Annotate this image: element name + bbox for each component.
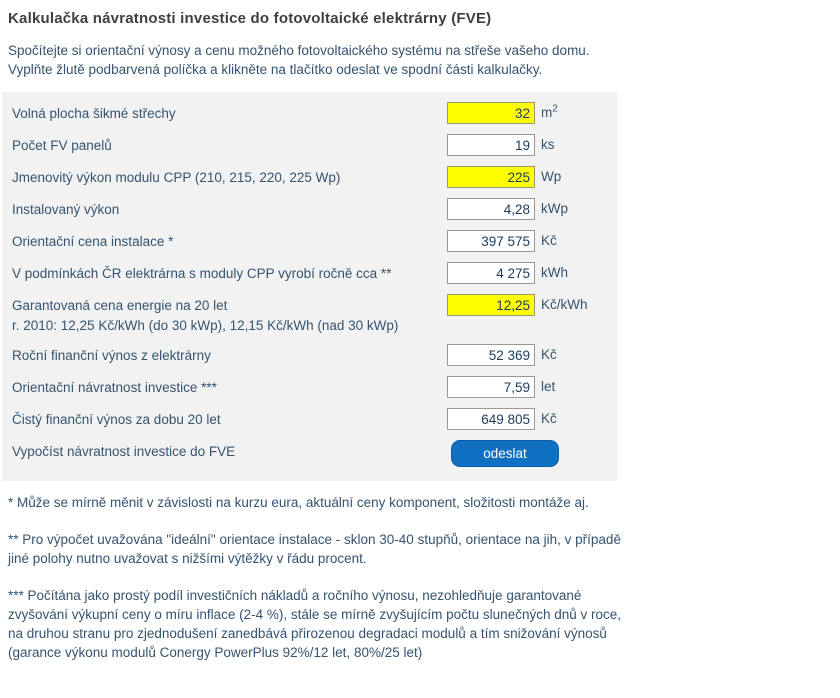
form-row-annual-revenue	[10, 344, 617, 366]
field-unit-roof-area: $m^2$	[541, 103, 558, 120]
form-row-net-profit-20y	[10, 408, 617, 430]
field-input-annual-revenue[interactable]	[447, 344, 535, 366]
field-label-module-power: Jmenovitý výkon modulu CPP (210, 215, 220, 225 Wp)	[12, 170, 341, 185]
input-cell-installed-power	[447, 198, 568, 220]
form-row-guaranteed-price	[10, 294, 617, 334]
footnotes	[8, 493, 830, 662]
field-input-panel-count[interactable]	[447, 134, 535, 156]
field-label-annual-revenue: Roční finanční výnos z elektrárny	[12, 348, 211, 363]
form-row-submit	[10, 440, 617, 467]
submit-button[interactable]: odeslat	[451, 440, 559, 467]
field-input-guaranteed-price[interactable]	[447, 294, 535, 316]
input-cell-payback-period	[447, 376, 555, 398]
field-label-installation-price: Orientační cena instalace *	[12, 234, 174, 249]
field-input-installed-power[interactable]	[447, 198, 535, 220]
label-cell-net-profit-20y	[10, 408, 447, 428]
field-label-guaranteed-price: Garantovaná cena energie na 20 let	[12, 298, 228, 313]
form-row-payback-period	[10, 376, 617, 398]
label-cell-module-power	[10, 166, 447, 186]
field-input-annual-production[interactable]	[447, 262, 535, 284]
footnote-3: *** Počítána jako prostý podíl investičních nákladů a ročního výnosu, nezohledňuje garantované zvyšování výkupní ceny o míru inflace (2-4 %), stále se mírně zvyšujícím počtu slunečných dnů v roce, na druhou stranu pro zjednodušení zanedbává přirozenou degradaci modulů a tím snižování výnosů (garance výkonu modulů Conergy PowerPlus 92%/12 let, 80%/25 let)	[8, 588, 622, 660]
label-cell-installation-price	[10, 230, 447, 250]
footnote-2: ** Pro výpočet uvažována "ideální" orientace instalace - sklon 30-40 stupňů, orientace na jih, v případě jiné polohy nutno uvažovat s nižšími výtěžky v řádu procent.	[8, 532, 621, 566]
field-unit-installed-power: kWp	[541, 201, 568, 216]
field-label-submit: Vypočíst návratnost investice do FVE	[12, 444, 236, 459]
field-unit-guaranteed-price: Kč/kWh	[541, 297, 588, 312]
calculator-form	[2, 92, 617, 481]
label-cell-submit	[10, 440, 447, 460]
form-row-panel-count	[10, 134, 617, 156]
input-cell-panel-count	[447, 134, 555, 156]
intro-text: Spočítejte si orientační výnosy a cenu možného fotovoltaického systému na střeše vašeho domu. Vyplňte žlutě podbarvená políčka a klikněte na tlačítko odeslat ve spodní části kalkulačky.	[8, 43, 590, 77]
input-cell-submit	[447, 440, 559, 467]
field-input-module-power[interactable]	[447, 166, 535, 188]
page-title: Kalkulačka návratnosti investice do fotovoltaické elektrárny (FVE)	[8, 10, 492, 27]
field-unit-annual-production: kWh	[541, 265, 568, 280]
field-unit-net-profit-20y: Kč	[541, 411, 557, 426]
field-unit-payback-period: let	[541, 379, 556, 394]
field-unit-annual-revenue: Kč	[541, 347, 557, 362]
form-row-installation-price	[10, 230, 617, 252]
field-input-net-profit-20y[interactable]	[447, 408, 535, 430]
label-cell-installed-power	[10, 198, 447, 218]
field-unit-installation-price: Kč	[541, 233, 557, 248]
label-cell-roof-area	[10, 102, 447, 122]
form-row-module-power	[10, 166, 617, 188]
field-input-payback-period[interactable]	[447, 376, 535, 398]
field-label-roof-area: Volná plocha šikmé střechy	[12, 106, 176, 121]
form-row-annual-production	[10, 262, 617, 284]
field-sublabel-guaranteed-price: r. 2010: 12,25 Kč/kWh (do 30 kWp), 12,15 Kč/kWh (nad 30 kWp)	[12, 318, 399, 333]
input-cell-module-power	[447, 166, 561, 188]
field-label-net-profit-20y: Čistý finanční výnos za dobu 20 let	[12, 412, 221, 427]
label-cell-payback-period	[10, 376, 447, 396]
input-cell-roof-area	[447, 102, 558, 124]
form-row-roof-area	[10, 102, 617, 124]
input-cell-guaranteed-price	[447, 294, 588, 316]
field-label-annual-production: V podmínkách ČR elektrárna s moduly CPP vyrobí ročně cca **	[12, 266, 392, 281]
field-unit-panel-count: ks	[541, 137, 555, 152]
input-cell-installation-price	[447, 230, 557, 252]
form-rows	[10, 102, 617, 467]
field-label-panel-count: Počet FV panelů	[12, 138, 112, 153]
input-cell-annual-production	[447, 262, 568, 284]
field-unit-sup-roof-area: 2	[552, 103, 558, 115]
label-cell-annual-production	[10, 262, 447, 282]
input-cell-annual-revenue	[447, 344, 557, 366]
label-cell-guaranteed-price	[10, 294, 447, 334]
field-input-installation-price[interactable]	[447, 230, 535, 252]
label-cell-panel-count	[10, 134, 447, 154]
field-unit-module-power: Wp	[541, 169, 562, 184]
label-cell-annual-revenue	[10, 344, 447, 364]
field-input-roof-area[interactable]	[447, 102, 535, 124]
field-label-payback-period: Orientační návratnost investice ***	[12, 380, 217, 395]
field-label-installed-power: Instalovaný výkon	[12, 202, 120, 217]
form-row-installed-power	[10, 198, 617, 220]
footnote-1: * Může se mírně měnit v závislosti na kurzu eura, aktuální ceny komponent, složitosti montáže aj.	[8, 495, 589, 510]
input-cell-net-profit-20y	[447, 408, 557, 430]
